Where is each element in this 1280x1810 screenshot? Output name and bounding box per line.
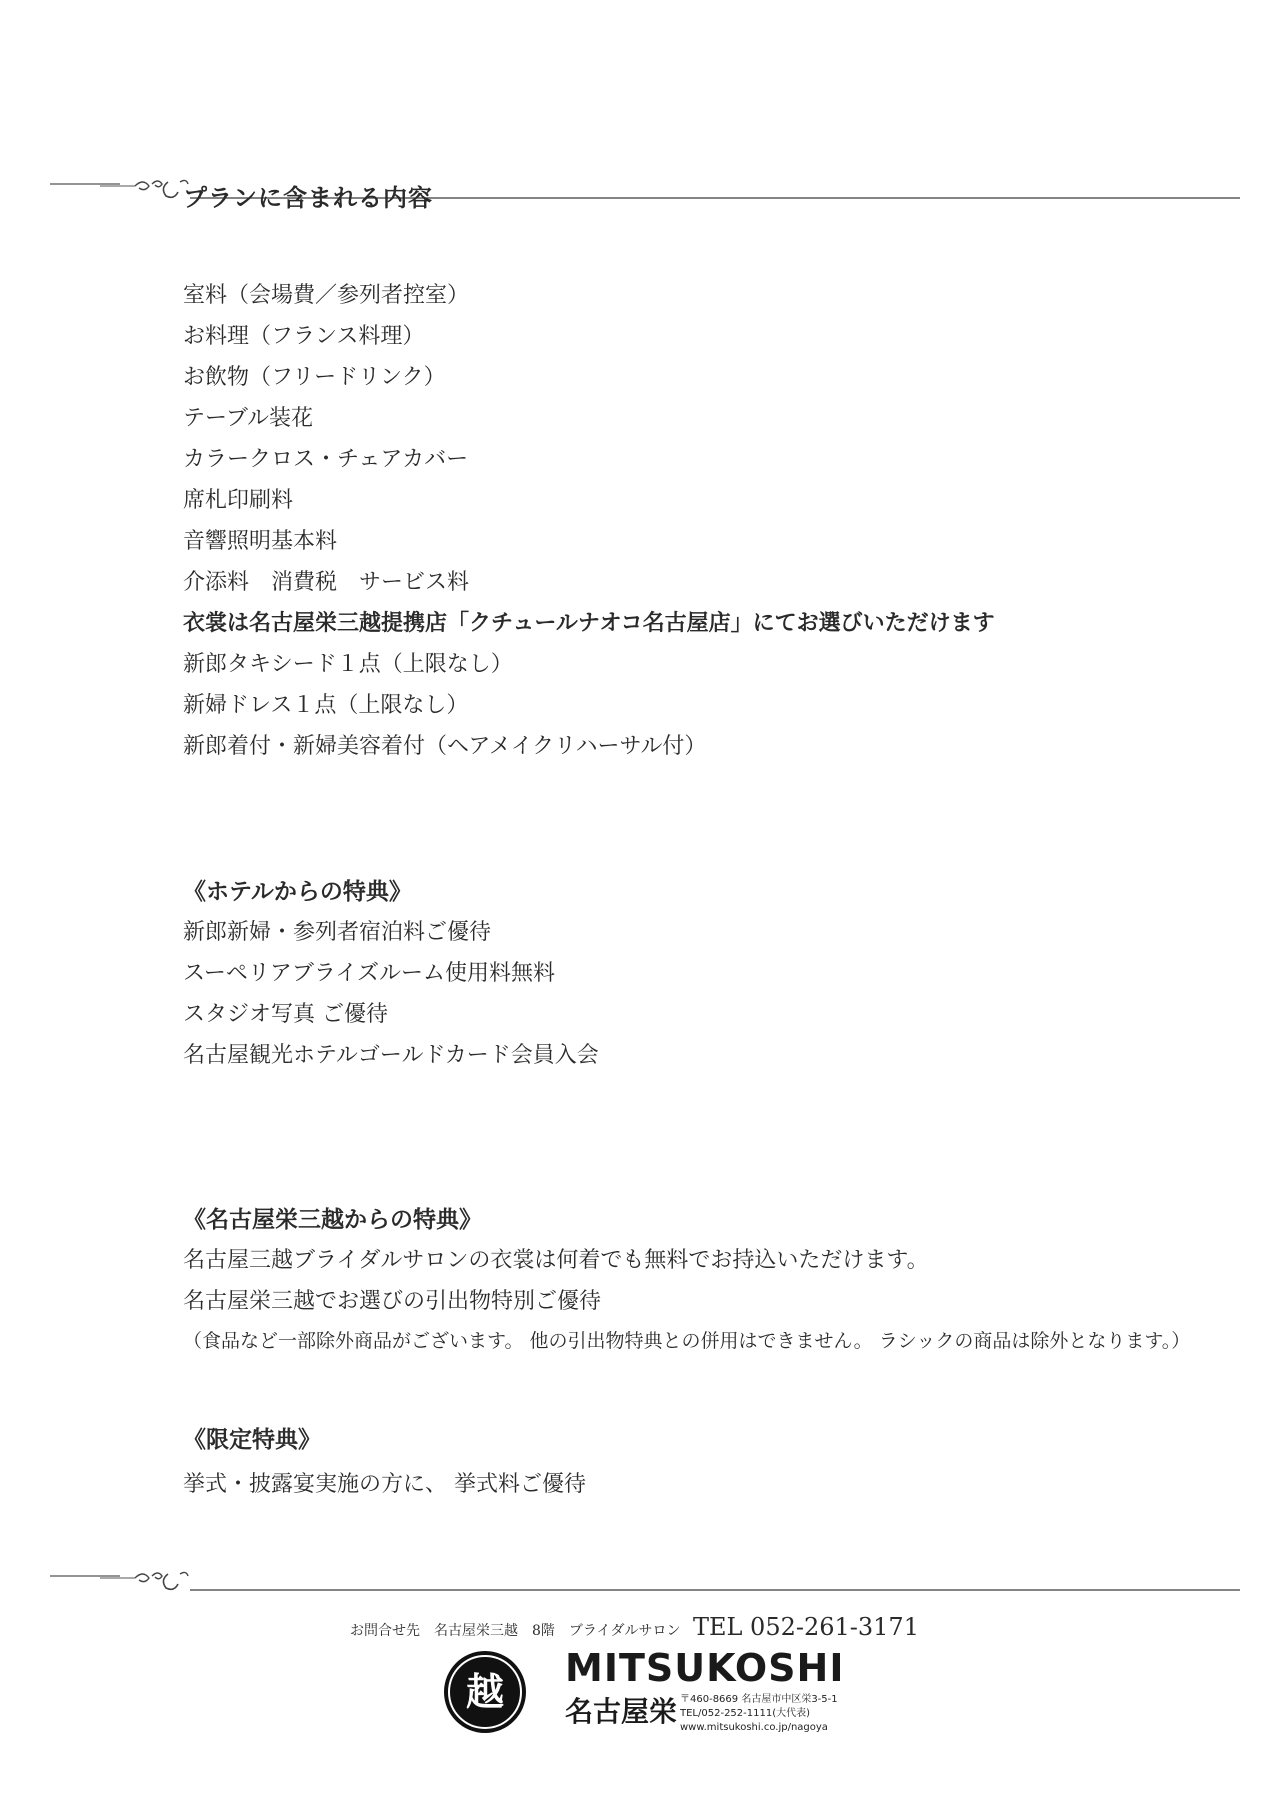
plan-item: 室料（会場費／参列者控室） xyxy=(183,283,470,308)
mitsukoshi-benefits-heading: 《名古屋栄三越からの特典》 xyxy=(183,1206,482,1233)
address-tel: TEL/052-252-1111(大代表) xyxy=(680,1708,811,1719)
benefit-item: スーペリアブライズルーム使用料無料 xyxy=(183,961,556,986)
store-address xyxy=(680,1693,838,1735)
mitsukoshi-logo-icon xyxy=(443,1650,527,1734)
benefit-item: 挙式・披露宴実施の方に、 挙式料ご優待 xyxy=(183,1472,586,1497)
plan-heading: プランに含まれる内容 xyxy=(183,183,433,212)
brand-name: MITSUKOSHI xyxy=(565,1646,845,1690)
limited-benefits xyxy=(183,1420,586,1505)
contact-tel: TEL 052-261-3171 xyxy=(692,1613,919,1641)
plan-item: 席札印刷料 xyxy=(183,488,294,513)
costume-note: 衣裳は名古屋栄三越提携店「クチュールナオコ名古屋店」にてお選びいただけます xyxy=(183,610,995,636)
benefit-item: 新郎新婦・参列者宿泊料ご優待 xyxy=(183,920,492,945)
limited-benefits-heading: 《限定特典》 xyxy=(183,1426,321,1453)
plan-item: お飲物（フリードリンク） xyxy=(183,365,446,390)
plan-item: 新婦ドレス１点（上限なし） xyxy=(183,693,469,718)
plan-item: テーブル装花 xyxy=(183,406,314,431)
benefit-item: 名古屋観光ホテルゴールドカード会員入会 xyxy=(183,1043,599,1068)
plan-item: カラークロス・チェアカバー xyxy=(183,447,469,472)
branch-name: 名古屋栄 xyxy=(565,1695,678,1728)
plan-item: 音響照明基本料 xyxy=(183,529,338,554)
address-line: 〒460-8669 名古屋市中区栄3-5-1 xyxy=(680,1694,838,1705)
benefit-item: 名古屋栄三越でお選びの引出物特別ご優待 xyxy=(183,1289,602,1314)
benefit-note: （食品など一部除外商品がございます。 他の引出物特典との併用はできません。 ラシックの商品は除外となります。） xyxy=(183,1330,1191,1352)
plan-items xyxy=(183,275,995,767)
plan-item: 介添料 消費税 サービス料 xyxy=(183,570,470,595)
website-link[interactable]: www.mitsukoshi.co.jp/nagoya xyxy=(680,1722,828,1733)
plan-item: 新郎着付・新婦美容着付（ヘアメイクリハーサル付） xyxy=(183,734,707,759)
hotel-benefits-heading: 《ホテルからの特典》 xyxy=(183,878,412,905)
contact-line xyxy=(350,1613,1050,1641)
ornament-divider-bottom xyxy=(40,1570,1240,1610)
benefit-item: スタジオ写真 ご優待 xyxy=(183,1002,388,1027)
plan-item: お料理（フランス料理） xyxy=(183,324,425,349)
mitsukoshi-benefits xyxy=(183,1200,1190,1360)
logo-char: 越 xyxy=(465,1669,505,1714)
benefit-item: 名古屋三越ブライダルサロンの衣裳は何着でも無料でお持込いただけます。 xyxy=(183,1248,929,1273)
plan-item: 新郎タキシード１点（上限なし） xyxy=(183,652,513,677)
contact-label: お問合せ先 名古屋栄三越 8階 ブライダルサロン xyxy=(350,1623,681,1639)
hotel-benefits xyxy=(183,872,599,1076)
